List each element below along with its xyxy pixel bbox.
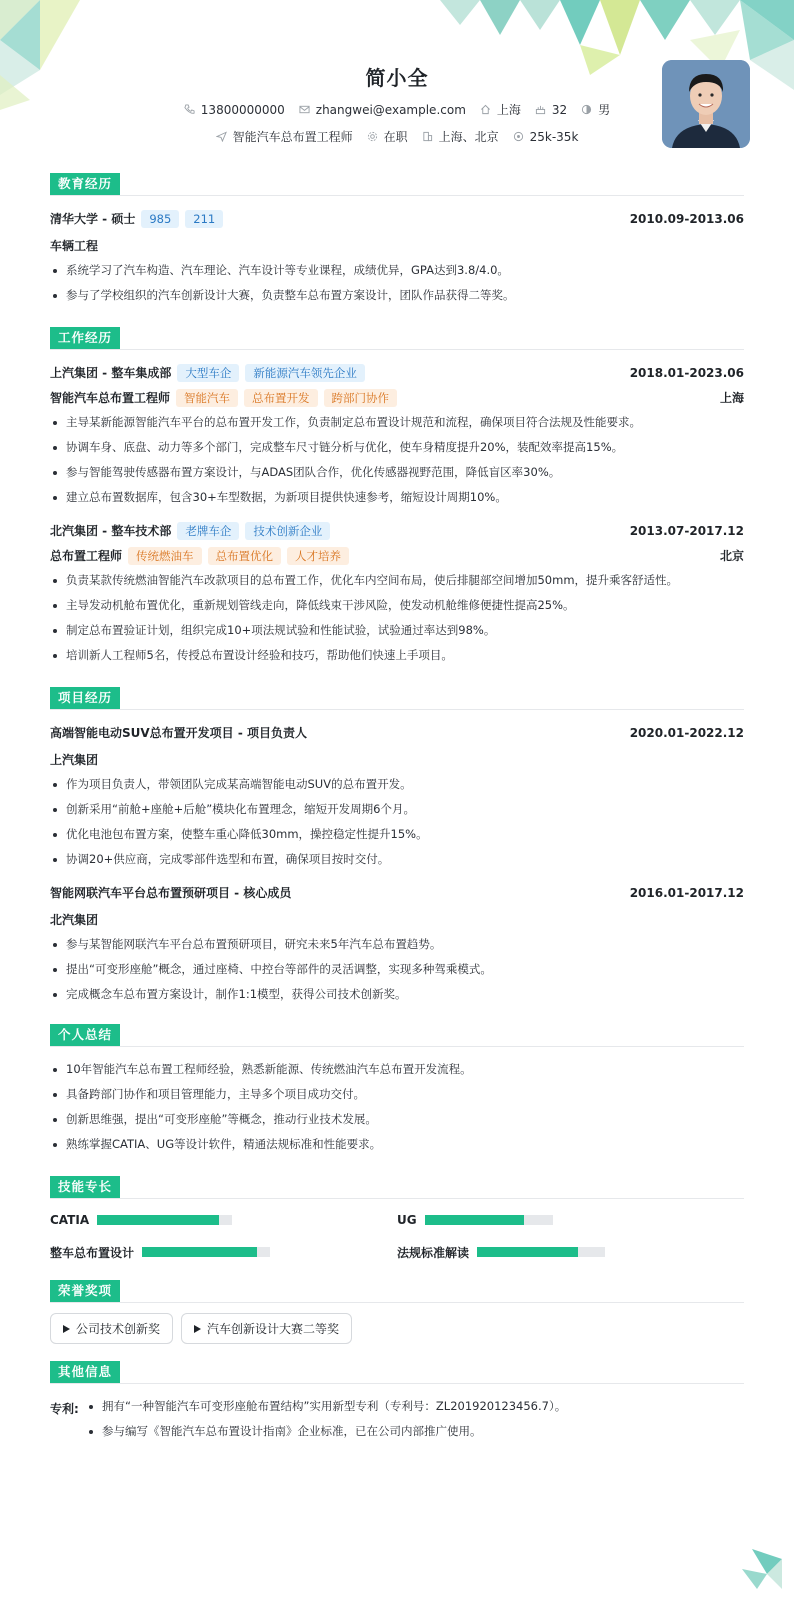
honors-section [50, 1281, 744, 1344]
project-date: 2020.01-2022.12 [629, 725, 744, 740]
education-bullets [50, 258, 744, 308]
honors-title: 荣誉奖项 [50, 1280, 120, 1302]
patent-row [50, 1394, 744, 1444]
school-tag: 211 [185, 210, 223, 228]
job-title-text: 智能汽车总布置工程师 [232, 130, 353, 144]
project-bullets [50, 932, 744, 1007]
education-title: 教育经历 [50, 173, 120, 195]
skill-bar [425, 1215, 553, 1225]
list-item: 优化电池包布置方案，使整车重心降低30mm，操控稳定性提升15%。 [50, 822, 744, 847]
company-tag: 老牌车企 [177, 522, 239, 540]
company-row [50, 360, 744, 385]
corner-decoration [742, 1549, 782, 1589]
skills-header [50, 1177, 744, 1199]
mail-icon [299, 104, 310, 115]
list-item: 创新采用“前舱+座舱+后舱”模块化布置理念，缩短开发周期6个月。 [50, 797, 744, 822]
target-city-text: 上海、北京 [438, 130, 499, 144]
work-title: 工作经历 [50, 327, 120, 349]
skill-name: UG [397, 1213, 417, 1227]
project-name: 智能网联汽车平台总布置预研项目 - 核心成员 [50, 886, 292, 900]
honor-text: 汽车创新设计大赛二等奖 [207, 1322, 340, 1336]
gear-icon [367, 131, 378, 142]
play-icon [194, 1325, 201, 1333]
work-section [50, 328, 744, 668]
project-org: 上汽集团 [50, 753, 99, 767]
education-school-group [50, 210, 223, 228]
home-icon [480, 104, 491, 115]
company-name: 上汽集团 - 整车集成部 [50, 366, 172, 380]
work-location: 北京 [719, 549, 744, 563]
work-location: 上海 [719, 391, 744, 405]
list-item: 主导某新能源智能汽车平台的总布置开发工作，负责制定总布置设计规范和流程，确保项目符合法规及性能要求。 [50, 410, 744, 435]
company-row [50, 518, 744, 543]
list-item: 熟练掌握CATIA、UG等设计软件，精通法规标准和性能要求。 [50, 1132, 744, 1157]
company-name: 北汽集团 - 整车技术部 [50, 524, 172, 538]
skill-bar-fill [477, 1247, 578, 1257]
position-row [50, 385, 744, 410]
list-item: 系统学习了汽车构造、汽车理论、汽车设计等专业课程，成绩优异，GPA达到3.8/4.0。 [50, 258, 744, 283]
list-item: 具备跨部门协作和项目管理能力，主导多个项目成功交付。 [50, 1082, 744, 1107]
company-tag: 大型车企 [177, 364, 239, 382]
phone-text: 13800000000 [200, 102, 285, 117]
skills-section [50, 1177, 744, 1263]
skill-item [397, 1209, 744, 1231]
skill-item [50, 1209, 397, 1231]
position-tag: 总布置开发 [244, 389, 318, 407]
education-entry [50, 206, 744, 308]
skills-title: 技能专长 [50, 1176, 120, 1198]
position-tag: 智能汽车 [176, 389, 238, 407]
list-item: 协调车身、底盘、动力等多个部门，完成整车尺寸链分析与优化，使车身精度提升20%，装配效率提高15%。 [50, 435, 744, 460]
phone-icon [184, 104, 195, 115]
list-item: 参与了学校组织的汽车创新设计大赛，负责整车总布置方案设计，团队作品获得二等奖。 [50, 283, 744, 308]
summary-bullets [50, 1057, 744, 1157]
salary-info [513, 130, 579, 144]
play-icon [63, 1325, 70, 1333]
education-major: 车辆工程 [50, 239, 99, 253]
honors-list [50, 1313, 744, 1344]
resume-header [50, 0, 744, 158]
other-section [50, 1362, 744, 1444]
skill-name: 整车总布置设计 [50, 1245, 135, 1260]
education-header [50, 174, 744, 196]
school-name: 清华大学 - 硕士 [50, 212, 136, 226]
skill-item [50, 1241, 397, 1263]
list-item: 创新思维强，提出“可变形座舱”等概念，推动行业技术发展。 [50, 1107, 744, 1132]
projects-section [50, 688, 744, 1007]
avatar [662, 60, 750, 148]
skill-item [397, 1241, 744, 1263]
gender-icon [581, 104, 592, 115]
work-date: 2013.07-2017.12 [629, 523, 744, 538]
email-info [299, 103, 466, 117]
position-group [50, 389, 397, 407]
projects-title: 项目经历 [50, 687, 120, 709]
email-text: zhangwei@example.com [315, 102, 466, 117]
list-item: 完成概念车总布置方案设计，制作1:1模型，获得公司技术创新奖。 [50, 982, 744, 1007]
list-item: 拥有“一种智能汽车可变形座舱布置结构”实用新型专利（专利号：ZL201920123456.7）。 [86, 1394, 744, 1419]
list-item: 参与某智能网联汽车平台总布置预研项目，研究未来5年汽车总布置趋势。 [50, 932, 744, 957]
job-intent-row [50, 128, 744, 145]
send-icon [216, 131, 227, 142]
skill-name: CATIA [50, 1213, 90, 1227]
gender-text: 男 [598, 103, 611, 117]
list-item: 提出“可变形座舱”概念，通过座椅、中控台等部件的灵活调整，实现多种驾乘模式。 [50, 957, 744, 982]
other-title: 其他信息 [50, 1361, 120, 1383]
project-entry [50, 720, 744, 872]
list-item: 培训新人工程师5名，传授总布置设计经验和技巧，帮助他们快速上手项目。 [50, 643, 744, 668]
honor-badge [181, 1313, 352, 1344]
honor-badge [50, 1313, 173, 1344]
work-bullets [50, 410, 744, 510]
cake-icon [535, 104, 546, 115]
status-info [367, 128, 408, 145]
skill-bar [142, 1247, 270, 1257]
position-row [50, 543, 744, 568]
skills-grid [50, 1209, 744, 1263]
skill-bar [97, 1215, 232, 1225]
honor-text: 公司技术创新奖 [76, 1322, 161, 1336]
work-header [50, 328, 744, 350]
project-row [50, 720, 744, 745]
project-name: 高端智能电动SUV总布置开发项目 - 项目负责人 [50, 726, 308, 740]
list-item: 参与智能驾驶传感器布置方案设计，与ADAS团队合作，优化传感器视野范围，降低盲区率30%。 [50, 460, 744, 485]
project-entry [50, 880, 744, 1007]
work-entry [50, 518, 744, 668]
list-item: 制定总布置验证计划，组织完成10+项法规试验和性能试验，试验通过率达到98%。 [50, 618, 744, 643]
phone-info [184, 103, 285, 117]
contact-row [50, 101, 744, 118]
company-tag: 新能源汽车领先企业 [245, 364, 365, 382]
list-item: 10年智能汽车总布置工程师经验，熟悉新能源、传统燃油汽车总布置开发流程。 [50, 1057, 744, 1082]
salary-text: 25k-35k [529, 129, 579, 144]
city-info [480, 101, 521, 118]
skill-bar-fill [97, 1215, 219, 1225]
age-text: 32 [551, 102, 568, 117]
position-tag: 传统燃油车 [128, 547, 202, 565]
work-bullets [50, 568, 744, 668]
project-org: 北汽集团 [50, 913, 99, 927]
project-row [50, 880, 744, 905]
list-item: 负责某款传统燃油智能汽车改款项目的总布置工作，优化车内空间布局，使后排腿部空间增加50mm，提升乘客舒适性。 [50, 568, 744, 593]
other-header [50, 1362, 744, 1384]
project-bullets [50, 772, 744, 872]
skill-bar [477, 1247, 605, 1257]
gender-info [581, 101, 610, 118]
patent-label: 专利: [50, 1402, 79, 1416]
position-name: 总布置工程师 [50, 549, 123, 563]
position-tag: 人才培养 [287, 547, 349, 565]
honors-header [50, 1281, 744, 1303]
education-section [50, 174, 744, 308]
list-item: 作为项目负责人，带领团队完成某高端智能电动SUV的总布置开发。 [50, 772, 744, 797]
coin-icon [513, 131, 524, 142]
list-item: 协调20+供应商，完成零部件选型和布置，确保项目按时交付。 [50, 847, 744, 872]
building-icon [422, 131, 433, 142]
projects-header [50, 688, 744, 710]
candidate-name: 简小全 [365, 66, 429, 90]
summary-header [50, 1025, 744, 1047]
company-group [50, 364, 365, 382]
company-tag: 技术创新企业 [245, 522, 330, 540]
company-group [50, 522, 330, 540]
position-tag: 总布置优化 [208, 547, 282, 565]
age-info [535, 103, 567, 117]
position-tag: 跨部门协作 [324, 389, 398, 407]
skill-name: 法规标准解读 [397, 1245, 470, 1260]
work-date: 2018.01-2023.06 [629, 365, 744, 380]
target-city-info [422, 128, 499, 145]
education-date: 2010.09-2013.06 [629, 211, 744, 226]
position-name: 智能汽车总布置工程师 [50, 391, 171, 405]
summary-title: 个人总结 [50, 1024, 120, 1046]
summary-section [50, 1025, 744, 1157]
position-group [50, 547, 349, 565]
skill-bar-fill [142, 1247, 257, 1257]
skill-bar-fill [425, 1215, 525, 1225]
project-date: 2016.01-2017.12 [629, 885, 744, 900]
patent-bullets [86, 1394, 744, 1444]
work-entry [50, 360, 744, 510]
list-item: 主导发动机舱布置优化，重新规划管线走向，降低线束干涉风险，使发动机舱维修便捷性提高25%。 [50, 593, 744, 618]
list-item: 建立总布置数据库，包含30+车型数据，为新项目提供快速参考，缩短设计周期10%。 [50, 485, 744, 510]
education-row [50, 206, 744, 231]
list-item: 参与编写《智能汽车总布置设计指南》企业标准，已在公司内部推广使用。 [86, 1419, 744, 1444]
school-tag: 985 [141, 210, 179, 228]
city-text: 上海 [496, 103, 521, 117]
job-title-info [216, 128, 353, 145]
status-text: 在职 [383, 130, 408, 144]
